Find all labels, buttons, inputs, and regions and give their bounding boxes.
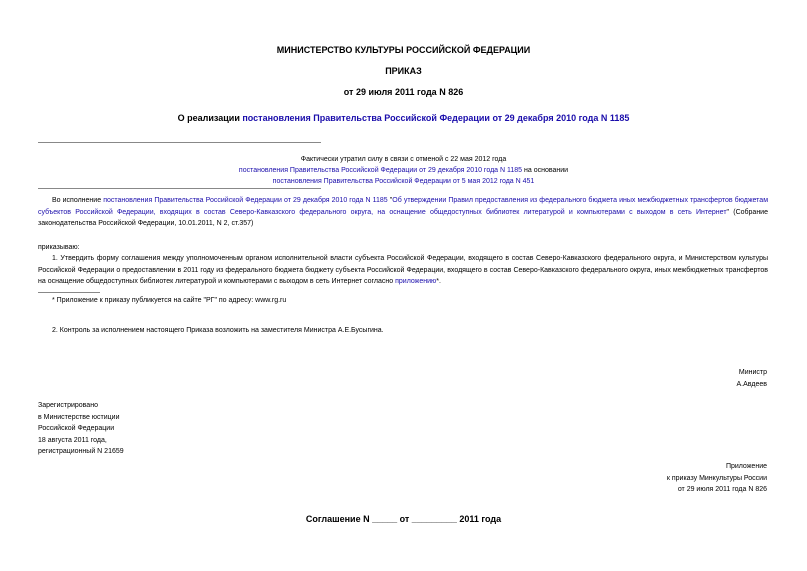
preamble-quote: " [387,197,393,204]
appendix-line: от 29 июля 2011 года N 826 [677,486,767,493]
status-note-line1: Фактически утратил силу в связи с отменой с 22 мая 2012 года [300,156,507,163]
ministry-heading: МИНИСТЕРСТВО КУЛЬТУРЫ РОССИЙСКОЙ ФЕДЕРАЦИИ [276,45,531,55]
page-title [0,113,807,123]
order-word: приказываю: [38,244,80,251]
preamble-link-decree[interactable]: постановления Правительства Российской Федерации от 29 декабря 2010 года N 1185 [103,197,388,204]
signature [736,367,767,390]
item-2: 2. Контроль за исполнением настоящего Приказа возложить на заместителя Министра А.Е.Бусыгина. [52,327,384,334]
status-note-suffix: на основании [522,167,569,174]
signature-name: А.Авдеев [736,380,767,388]
status-note-link2[interactable]: постановления Правительства Российской Федерации от 5 мая 2012 года N 451 [272,178,535,185]
title-link[interactable]: постановления Правительства Российской Федерации от 29 декабря 2010 года N 1185 [242,113,630,123]
preamble-suffix: " (Собрание законодательства Российской Федерации, 10.01.2011, N 2, ст.357) [38,208,768,227]
divider-top [38,142,321,143]
appendix-line: Приложение [725,463,767,470]
registration-line: регистрационный N 21659 [38,448,124,455]
doc-date-number: от 29 июля 2011 года N 826 [343,87,464,97]
status-note-line2 [0,165,807,176]
appendix-block [667,461,767,496]
appendix-link[interactable]: приложению [395,278,437,285]
agreement-title: Соглашение N _____ от _________ 2011 года [305,514,502,524]
preamble-link-rules[interactable]: Об утверждении Правил предоставления из федерального бюджета иных межбюджетных трансфертов бюджетам субъектов Российской Федерации, входящих в состав Северо-Кавказского федерального округа, на оснащение общедоступных библиотек литературой и компьютерами с выходом в сеть Интернет [38,197,769,216]
appendix-line: к приказу Минкультуры России [666,474,767,482]
registration-line: Зарегистрировано [38,402,98,409]
doc-type-heading: ПРИКАЗ [385,66,422,76]
title-prefix: О реализации [177,113,243,123]
status-note-line3 [0,176,807,187]
footnote-divider [38,292,100,293]
registration-line: 18 августа 2011 года, [38,436,107,444]
registration-line: в Министерстве юстиции [38,413,120,421]
footnote: * Приложение к приказу публикуется на сайте "РГ" по адресу: www.rg.ru [52,297,287,304]
registration-line: Российской Федерации [38,425,115,432]
preamble-prefix: Во исполнение [52,197,104,204]
divider-bottom [38,188,321,189]
registration-block [38,400,124,458]
item-1 [38,253,768,288]
status-note [0,154,807,187]
status-note-link1[interactable]: постановления Правительства Российской Федерации от 29 декабря 2010 года N 1185 [238,167,523,174]
item-1-text: 1. Утвердить форму соглашения между уполномоченным органом исполнительной власти субъекта Российской Федерации, входящего в состав Северо-Кавказского федерального округа, и Министерством культуры Российской Федерации о предоставлении в 2011 году из федерального бюджета бюджету субъекта Российской Федерации, входящего в состав Северо-Кавказского федерального округа, иных межбюджетных трансфертов на оснащение общедоступных библиотек литературой и компьютерами с выходом в сеть Интернет согласно [38,255,768,285]
preamble [38,195,768,230]
item-1-suffix: *. [436,278,441,285]
signature-position: Министр [738,369,767,376]
